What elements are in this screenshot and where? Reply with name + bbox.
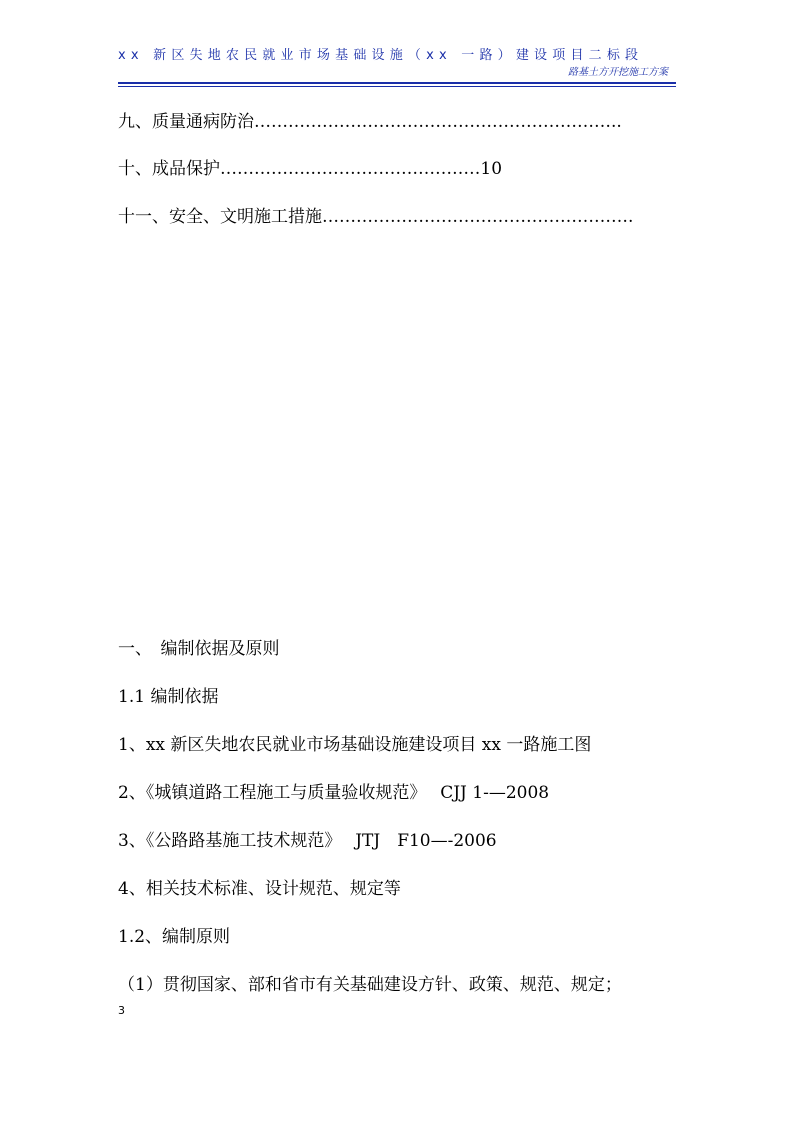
subsection-heading: 1.1 编制依据 <box>118 687 219 707</box>
header-rule-thin <box>118 86 676 87</box>
basis-item: 3、《公路路基施工技术规范》 JTJ F10—-2006 <box>118 831 497 851</box>
page-number: 3 <box>118 1004 125 1017</box>
basis-item: 1、xx 新区失地农民就业市场基础设施建设项目 xx 一路施工图 <box>118 735 592 755</box>
header-subtitle: 路基土方开挖施工方案 <box>568 67 668 78</box>
toc-entry-text: 九、质量通病防治……………………………………………………….. <box>118 112 622 132</box>
section-heading: 一、 编制依据及原则 <box>118 639 280 659</box>
subsection-heading: 1.2、编制原则 <box>118 927 231 947</box>
toc-entry-text: 十、成品保护…………….………………………… <box>118 159 481 179</box>
toc-entry-page: 10 <box>480 159 503 179</box>
header-rule <box>118 82 676 84</box>
basis-item: 2、《城镇道路工程施工与质量验收规范》 CJJ 1-—2008 <box>118 783 550 803</box>
principle-item: （1）贯彻国家、部和省市有关基础建设方针、政策、规范、规定； <box>118 975 622 995</box>
basis-item: 4、相关技术标准、设计规范、规定等 <box>118 879 401 899</box>
toc-entry-10[interactable] <box>118 157 502 181</box>
toc-entry-11[interactable] <box>118 205 633 229</box>
header-title: xx 新区失地农民就业市场基础设施（xx 一路）建设项目二标段 <box>118 48 644 63</box>
toc-entry-text: 十一、安全、文明施工措施………………………………………………. <box>118 207 634 227</box>
toc-entry-9[interactable] <box>118 110 622 134</box>
